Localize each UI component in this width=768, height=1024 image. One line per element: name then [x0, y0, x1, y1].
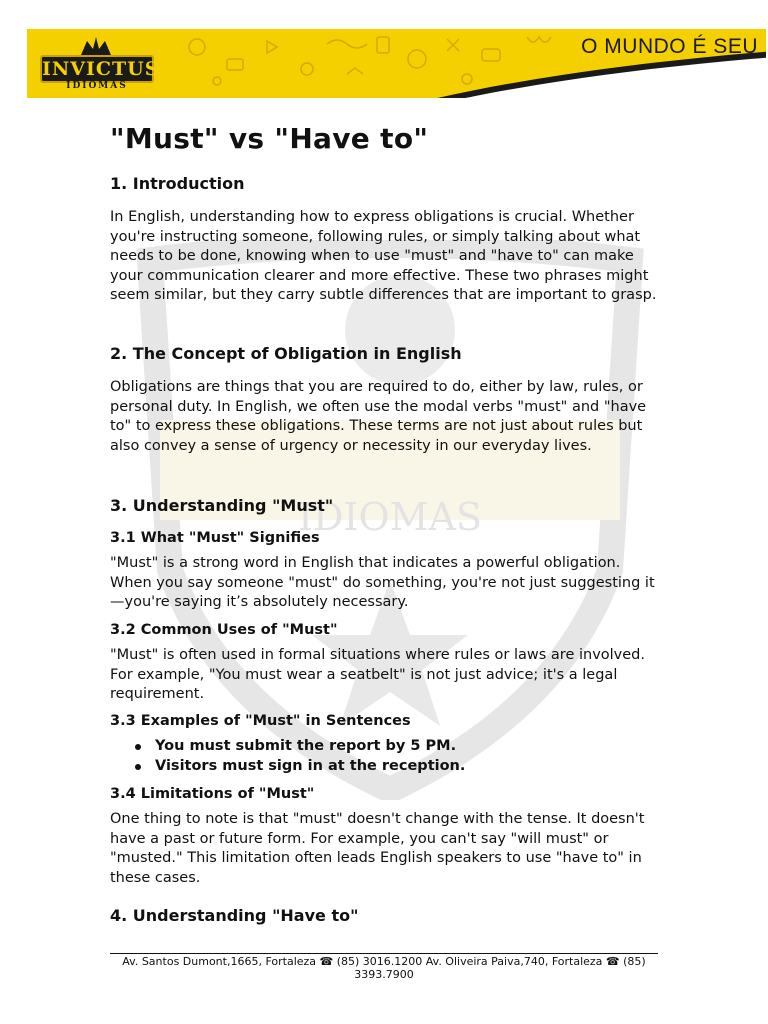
paragraph-must-uses: "Must" is often used in formal situations where rules or laws are involved. For example, "You must wear a seatbelt" is not just advice; it's a legal requirement. — [110, 647, 645, 703]
document-title: "Must" vs "Have to" — [110, 122, 429, 155]
heading-obligation-concept: 2. The Concept of Obligation in English — [110, 344, 462, 363]
subheading-must-examples: 3.3 Examples of "Must" in Sentences — [110, 713, 411, 729]
heading-understanding-have-to: 4. Understanding "Have to" — [110, 906, 359, 925]
footer-phone-line: 3393.7900 — [354, 968, 414, 981]
watermark-text: IDIOMAS — [297, 495, 483, 539]
invictus-logo[interactable] — [37, 35, 160, 93]
subheading-must-signifies: 3.1 What "Must" Signifies — [110, 530, 320, 546]
footer-contact — [110, 955, 658, 981]
footer-address-line: Av. Santos Dumont,1665, Fortaleza ☎ (85) 3016.1200 Av. Oliveira Paiva,740, Fortaleza ☎ (85) — [122, 955, 646, 968]
list-item: You must submit the report by 5 PM. — [155, 737, 465, 757]
logo-wordmark: INVICTUS — [40, 55, 154, 83]
paragraph-obligation-concept: Obligations are things that you are required to do, either by law, rules, or personal duty. In English, we often use the modal verbs "must" and "have to" to express these obligations. These terms are not just about rules but also convey a sense of urgency or necessity in our everyday lives. — [110, 379, 647, 454]
header-banner — [27, 29, 766, 98]
subheading-must-uses: 3.2 Common Uses of "Must" — [110, 622, 338, 638]
list-item: Visitors must sign in at the reception. — [155, 757, 465, 777]
slogan: O MUNDO É SEU — [581, 35, 758, 58]
heading-understanding-must: 3. Understanding "Must" — [110, 496, 334, 515]
subheading-must-limitations: 3.4 Limitations of "Must" — [110, 786, 315, 802]
heading-introduction: 1. Introduction — [110, 174, 245, 193]
lion-crest-icon — [77, 35, 115, 57]
paragraph-introduction: In English, understanding how to express obligations is crucial. Whether you're instructing someone, following rules, or simply talking about what needs to be done, knowing when to use "must" and "have to" can make your communication clearer and more effective. These two phrases might seem similar, but they carry subtle differences that are important to grasp. — [110, 209, 657, 304]
must-examples-list — [110, 737, 465, 776]
footer-divider — [110, 953, 658, 954]
paragraph-must-signifies: "Must" is a strong word in English that indicates a powerful obligation. When you say someone "must" do something, you're not just suggesting it—you're saying it’s absolutely necessary. — [110, 555, 655, 611]
logo-subtext: IDIOMAS — [66, 81, 128, 91]
paragraph-must-limitations: One thing to note is that "must" doesn't change with the tense. It doesn't have a past or future form. For example, you can't say "will must" or "musted." This limitation often leads English speakers to use "have to" in these cases. — [110, 811, 645, 886]
